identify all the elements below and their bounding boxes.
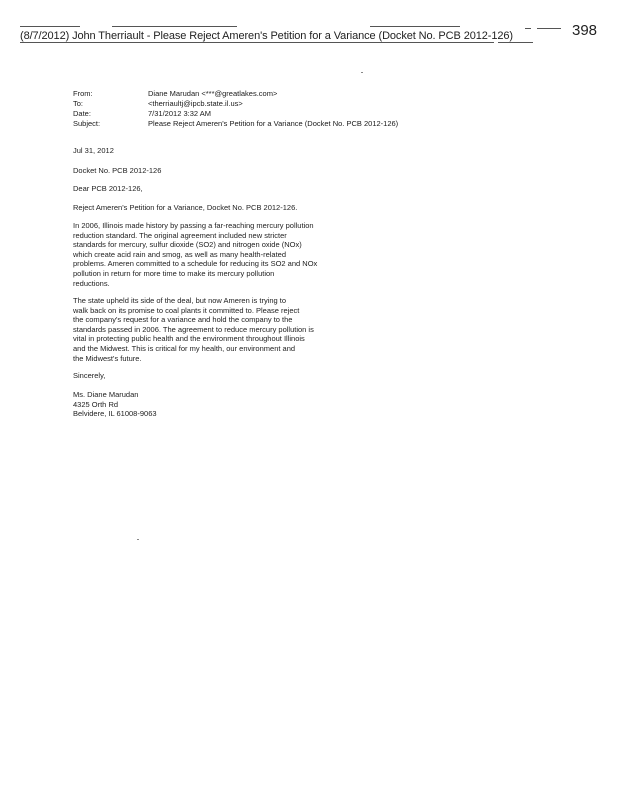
signature-block	[73, 390, 363, 419]
meta-value: Diane Marudan <***@greatlakes.com>	[148, 89, 278, 98]
header-underline	[20, 42, 494, 43]
text-line: the Midwest's future.	[73, 353, 142, 363]
document-title: (8/7/2012) John Therriault - Please Reject Ameren's Petition for a Variance (Docket No. PCB 2012-126)	[20, 30, 513, 42]
header-rule-right	[370, 26, 460, 27]
closing: Sincerely,	[73, 371, 106, 380]
meta-value: 7/31/2012 3:32 AM	[148, 109, 211, 118]
text-line: which create acid rain and smog, as well as many health-related	[73, 249, 287, 259]
signature-street: 4325 Orth Rd	[73, 399, 119, 409]
text-line: In 2006, Illinois made history by passing a far-reaching mercury pollution	[73, 221, 314, 230]
text-line: reductions.	[73, 278, 110, 288]
scan-speck	[361, 72, 363, 73]
text-line: standards for mercury, sulfur dioxide (SO2) and nitrogen oxide (NOx)	[73, 240, 302, 250]
text-line: The state upheld its side of the deal, but now Ameren is trying to	[73, 296, 287, 305]
scan-speck	[137, 539, 139, 540]
email-metadata	[73, 89, 398, 129]
text-line: vital in protecting public health and the environment throughout Illinois	[73, 334, 305, 344]
text-line: reduction standard. The original agreement included new stricter	[73, 230, 287, 240]
subject-line: Reject Ameren's Petition for a Variance, Docket No. PCB 2012-126.	[73, 203, 298, 212]
meta-label: Date:	[73, 109, 91, 118]
paragraph-1	[73, 221, 363, 288]
header-rule-left	[20, 26, 80, 27]
signature-name: Ms. Diane Marudan	[73, 390, 139, 399]
text-line: problems. Ameren committed to a schedule for reducing its SO2 and NOx	[73, 259, 318, 269]
paragraph-2	[73, 296, 363, 363]
meta-row-subject	[73, 119, 398, 129]
text-line: standards passed in 2006. The agreement to reduce mercury pollution is	[73, 324, 314, 334]
page-number: 398	[572, 22, 598, 39]
meta-row-to	[73, 99, 398, 109]
meta-label: Subject:	[73, 119, 101, 128]
text-line: pollution in return for more time to make its mercury pollution	[73, 268, 275, 278]
header-rule-end	[537, 28, 561, 29]
meta-row-date	[73, 109, 398, 119]
meta-label: To:	[73, 99, 84, 108]
header-underline-tail	[498, 42, 533, 43]
text-line: and the Midwest. This is critical for my health, our environment and	[73, 343, 296, 353]
text-line: walk back on its promise to coal plants it committed to. Please reject	[73, 305, 300, 315]
text-line: the company's request for a variance and hold the company to the	[73, 315, 293, 325]
meta-row-from	[73, 89, 398, 99]
header-rule-mid	[112, 26, 237, 27]
header-rule-short	[525, 28, 531, 29]
letter-date: Jul 31, 2012	[73, 146, 114, 155]
meta-label: From:	[73, 89, 93, 98]
salutation: Dear PCB 2012-126,	[73, 184, 143, 193]
docket-line: Docket No. PCB 2012-126	[73, 166, 162, 175]
meta-value: <therriaultj@ipcb.state.il.us>	[148, 99, 243, 108]
meta-value: Please Reject Ameren's Petition for a Variance (Docket No. PCB 2012-126)	[148, 119, 399, 128]
signature-city: Belvidere, IL 61008-9063	[73, 409, 157, 419]
